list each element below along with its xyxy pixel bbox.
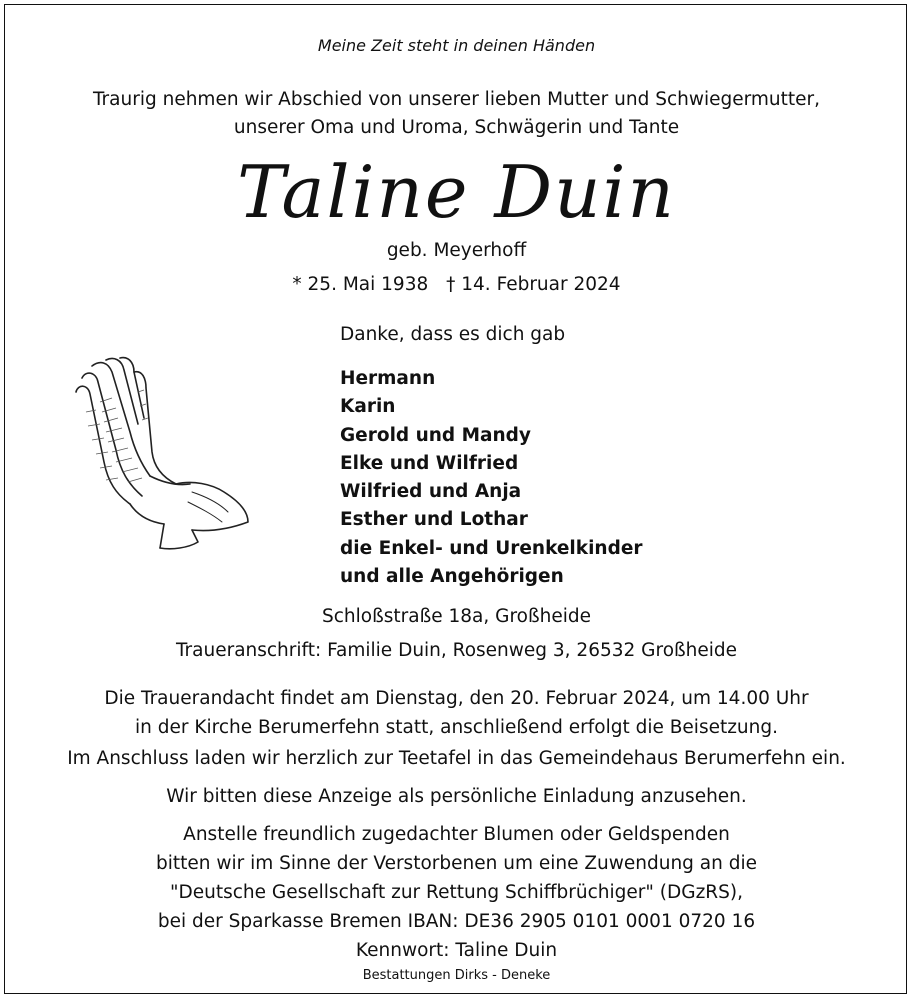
family-member: Esther und Lothar: [340, 509, 528, 531]
invitation-note: Wir bitten diese Anzeige als persönliche Einladung anzusehen.: [166, 786, 747, 807]
service-info: [0, 684, 913, 742]
intro-line: Traurig nehmen wir Abschied von unserer lieben Mutter und Schwiegermutter,: [92, 89, 821, 110]
invitation-line: Im Anschluss laden wir herzlich zur Teetafel in das Gemeindehaus Berumerfehn ein.: [67, 748, 846, 769]
service-line: in der Kirche Berumerfehn statt, anschließend erfolgt die Beisetzung.: [134, 717, 779, 738]
family-member: Hermann: [340, 368, 436, 389]
family-list: [340, 365, 643, 591]
family-member: und alle Angehörigen: [340, 566, 564, 588]
motto: Meine Zeit steht in deinen Händen: [317, 36, 596, 55]
family-member: Gerold und Mandy: [340, 424, 531, 446]
thanks-line: Danke, dass es dich gab: [340, 324, 566, 345]
mourning-address: Traueranschrift: Familie Duin, Rosenweg 3, 26532 Großheide: [175, 640, 738, 661]
home-address: Schloßstraße 18a, Großheide: [321, 606, 592, 627]
intro-line: unserer Oma und Uroma, Schwägerin und Tante: [233, 117, 680, 138]
intro-text: [0, 86, 913, 142]
death-date: † 14. Februar 2024: [446, 274, 621, 295]
family-member: Wilfried und Anja: [340, 481, 522, 503]
family-member: Elke und Wilfried: [340, 452, 519, 474]
donation-line: bei der Sparkasse Bremen IBAN: DE36 2905 0101 0001 0720 16: [157, 911, 756, 932]
donation-line: Anstelle freundlich zugedachter Blumen oder Geldspenden: [183, 824, 730, 845]
family-member: die Enkel- und Urenkelkinder: [340, 537, 643, 559]
donation-info: [0, 820, 913, 965]
life-dates: [0, 274, 913, 295]
maiden-name: geb. Meyerhoff: [386, 240, 527, 261]
birth-date: * 25. Mai 1938: [292, 274, 429, 295]
family-member: Karin: [340, 396, 396, 418]
service-line: Die Trauerandacht findet am Dienstag, den 20. Februar 2024, um 14.00 Uhr: [104, 688, 809, 709]
donation-line: Kennwort: Taline Duin: [355, 940, 558, 961]
donation-line: "Deutsche Gesellschaft zur Rettung Schiffbrüchiger" (DGzRS),: [170, 882, 743, 903]
deceased-name: Taline Duin: [237, 150, 676, 234]
donation-line: bitten wir im Sinne der Verstorbenen um eine Zuwendung an die: [155, 853, 758, 874]
undertaker: Bestattungen Dirks - Deneke: [362, 968, 551, 983]
praying-hands-icon: [72, 352, 252, 552]
